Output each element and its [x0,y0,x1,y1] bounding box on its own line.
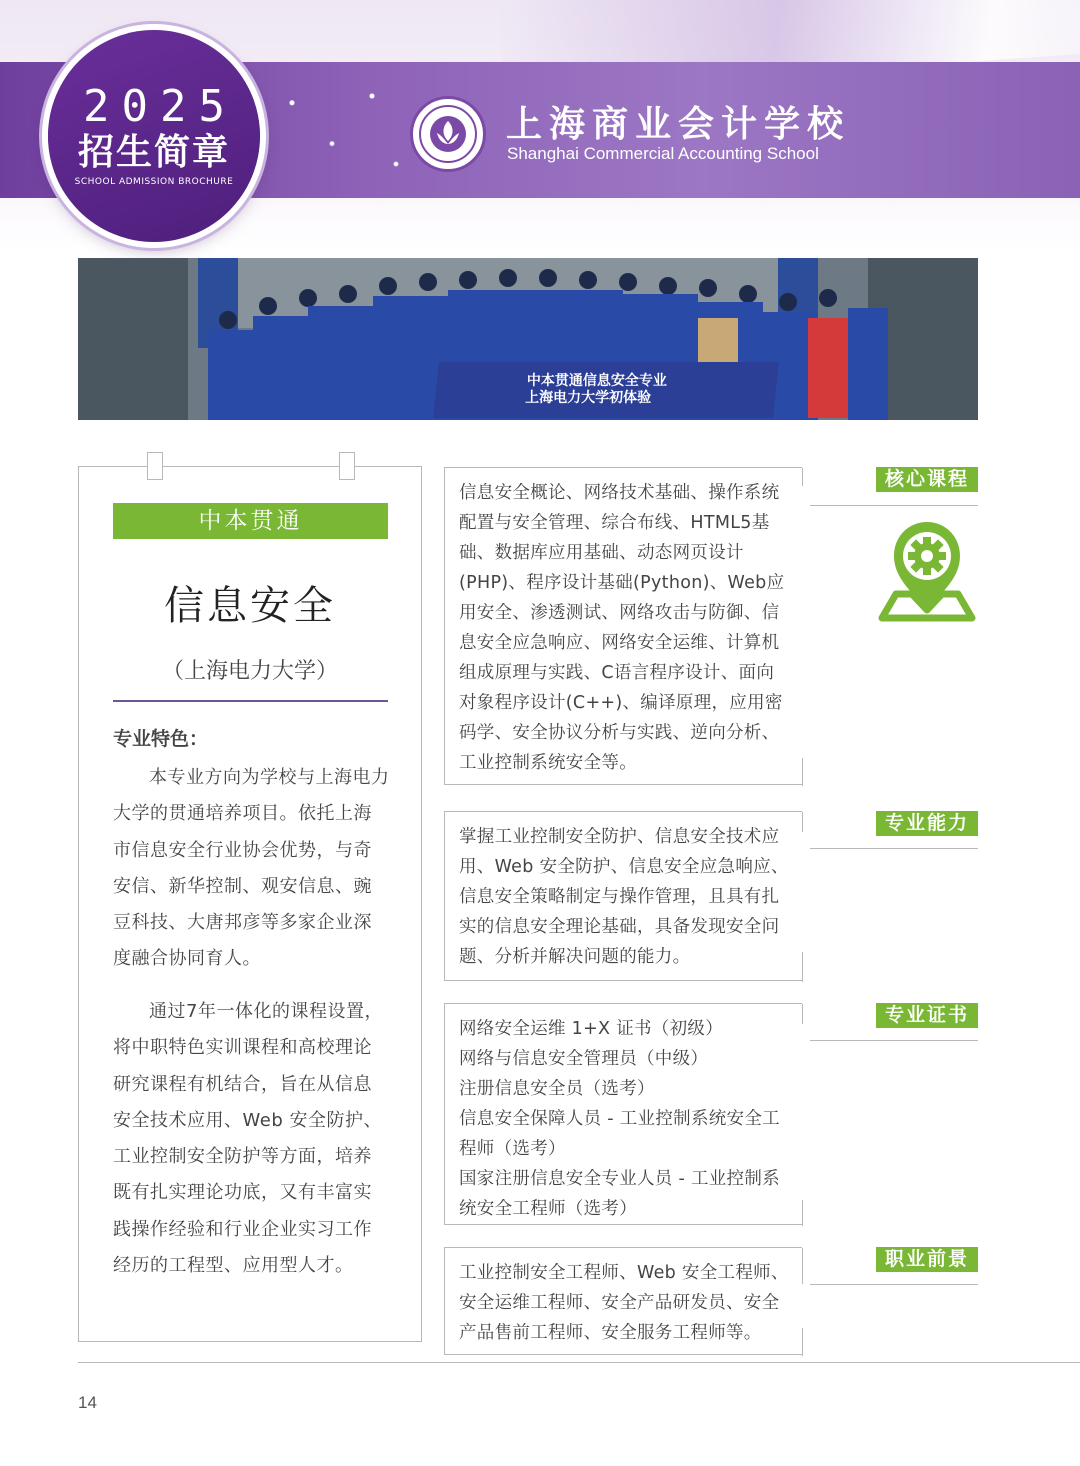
brochure-year: 2025 [83,81,237,133]
brochure-badge [48,30,260,242]
features-paragraph-2: 通过7年一体化的课程设置，将中职特色实训课程和高校理论研究课程有机结合，旨在从信息安全技术应用、Web 安全防护、工业控制安全防护等方面，培养既有扎实理论功底，又有丰富实践操作经验和行业企业实习工作经历的工程型、应用型人才。 [113,1001,383,1277]
program-panel [78,466,422,1342]
abilities-text: 掌握工业控制安全防护、信息安全技术应用、Web 安全防护、信息安全应急响应、信息安全策略制定与操作管理，且具有扎实的信息安全理论基础，具备发现安全问题、分析并解决问题的能力。 [459,827,789,967]
core-courses-box [444,467,802,785]
box-edge [802,812,803,832]
certificates-tag: 专业证书 [876,1003,978,1028]
banner-line-2: 上海电力大学初体验 [525,390,652,406]
school-name-en: Shanghai Commercial Accounting School [507,144,819,163]
abilities-box [444,811,802,981]
career-rule [810,1284,978,1285]
panel-divider [113,700,388,702]
abilities-tag: 专业能力 [876,811,978,836]
box-edge [802,1004,803,1024]
banner-line-1: 中本贯通信息安全专业 [526,372,667,389]
certificates-box [444,1003,802,1225]
features-heading: 专业特色： [113,728,209,750]
certificate-item: 注册信息安全员（选考） [459,1079,655,1099]
box-edge [802,468,803,486]
box-edge [802,758,803,786]
core-courses-rule [810,505,978,506]
group-photo [78,258,978,420]
brochure-title: 招生简章 [77,132,230,174]
certificates-list [445,1004,802,1232]
box-edge [802,1248,803,1284]
certificates-rule [810,1040,978,1041]
certificate-item: 网络与信息安全管理员（中级） [459,1049,709,1069]
abilities-rule [810,848,978,849]
certificate-item: 信息安全保障人员 - 工业控制系统安全工程师（选考） [459,1109,780,1159]
major-title: 信息安全 [164,583,336,629]
program-type-tag: 中本贯通 [113,503,388,539]
career-box [444,1247,802,1355]
school-name-cn: 上海商业会计学校 [506,103,851,145]
box-edge [802,1200,803,1226]
partner-university: （上海电力大学） [161,659,338,684]
photo-banner [433,362,779,418]
box-edge [802,1328,803,1356]
features-paragraph-1: 本专业方向为学校与上海电力大学的贯通培养项目。依托上海市信息安全行业协会优势，与奇安信、新华控制、观安信息、豌豆科技、大唐邦彦等多家企业深度融合协同育人。 [113,767,390,970]
gear-location-pin-icon [878,518,976,626]
box-edge [802,952,803,982]
career-tag: 职业前景 [876,1247,978,1272]
footer-rule [78,1362,1080,1363]
decorative-sparkles [260,62,420,198]
page-number: 14 [78,1393,97,1412]
career-text: 工业控制安全工程师、Web 安全工程师、安全运维工程师、安全产品研发员、安全产品售前工程师、安全服务工程师等。 [459,1263,789,1343]
school-emblem-icon [410,96,486,172]
panel-hook-left [147,452,163,480]
certificate-item: 国家注册信息安全专业人员 - 工业控制系统安全工程师（选考） [459,1169,780,1219]
core-courses-text: 信息安全概论、网络技术基础、操作系统配置与安全管理、综合布线、HTML5基础、数据库应用基础、动态网页设计(PHP)、程序设计基础(Python)、Web应用安全、渗透测试、网络攻击与防御、信息安全应急响应、网络安全运维、计算机组成原理与实践、C语言程序设计、面向对象程序设计(C++)、编译原理，应用密码学、安全协议分析与实践、逆向分析、工业控制系统安全等。 [459,483,785,773]
core-courses-tag: 核心课程 [876,467,978,492]
panel-hook-right [339,452,355,480]
brochure-subtitle: SCHOOL ADMISSION BROCHURE [74,176,234,187]
panel-top-border [79,466,421,467]
certificate-item: 网络安全运维 1+X 证书（初级） [459,1019,724,1039]
